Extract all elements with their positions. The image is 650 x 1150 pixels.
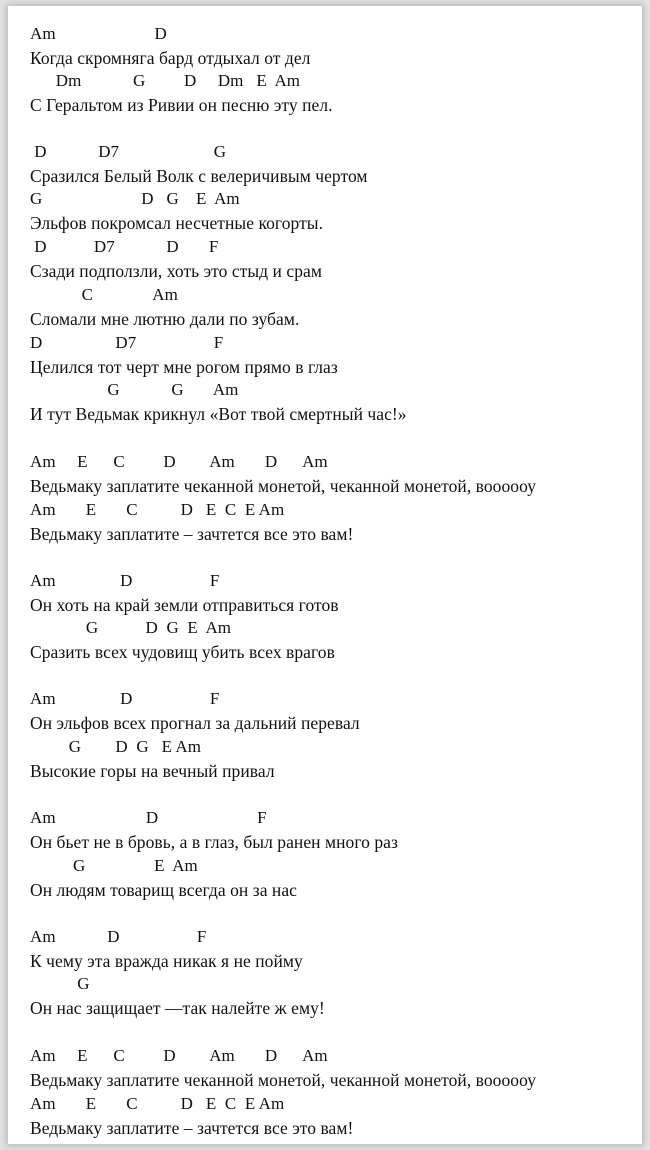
- lyric-line: Он людям товарищ всегда он за нас: [30, 880, 297, 900]
- chord-line: Am E C D Am D Am: [30, 1046, 328, 1065]
- lyric-line: Он хоть на край земли отправиться готов: [30, 595, 339, 615]
- chord-line: G: [30, 974, 90, 993]
- lyric-line: Ведьмаку заплатите чеканной монетой, чеканной монетой, воооооу: [30, 1070, 537, 1090]
- chord-line: G G Am: [30, 380, 239, 399]
- chord-line: Am E C D E C E Am: [30, 1094, 285, 1113]
- lyric-line: Ведьмаку заплатите – зачтется все это вам!: [30, 524, 354, 544]
- lyric-line: Ведьмаку заплатите чеканной монетой, чеканной монетой, воооооу: [30, 476, 537, 496]
- chord-line: Am D F: [30, 689, 220, 708]
- lyrics-sheet: [8, 6, 642, 1144]
- chord-line: D D7 D F: [30, 237, 219, 256]
- lyric-line: С Геральтом из Ривии он песню эту пел.: [30, 95, 333, 115]
- lyric-line: Сломали мне лютню дали по зубам.: [30, 309, 300, 329]
- lyric-line: Целился тот черт мне рогом прямо в глаз: [30, 357, 338, 377]
- lyric-line: Он эльфов всех прогнал за дальний перевал: [30, 713, 360, 733]
- lyric-line: Когда скромняга бард отдыхал от дел: [30, 48, 311, 68]
- lyric-line: Сразить всех чудовищ убить всех врагов: [30, 642, 335, 662]
- lyric-line: Высокие горы на вечный привал: [30, 761, 275, 781]
- chord-line: Am D: [30, 24, 167, 43]
- lyric-line: Сразился Белый Волк с велеричивым чертом: [30, 166, 368, 186]
- chord-line: Am E C D Am D Am: [30, 452, 328, 471]
- chord-line: C Am: [30, 285, 178, 304]
- lyric-line: К чему эта вражда никак я не пойму: [30, 951, 303, 971]
- lyric-line: Эльфов покромсал несчетные когорты.: [30, 213, 324, 233]
- chord-line: Am E C D E C E Am: [30, 500, 285, 519]
- chord-line: Am D F: [30, 927, 207, 946]
- lyric-line: Ведьмаку заплатите – зачтется все это вам!: [30, 1118, 354, 1138]
- chord-line: Am D F: [30, 571, 220, 590]
- chord-line: Am D F: [30, 808, 267, 827]
- lyric-line: Он бьет не в бровь, а в глаз, был ранен много раз: [30, 832, 398, 852]
- chord-line: D D7 F: [30, 333, 224, 352]
- lyric-line: Он нас защищает —так налейте ж ему!: [30, 998, 325, 1018]
- chord-line: G D G E Am: [30, 618, 232, 637]
- chord-line: G E Am: [30, 856, 198, 875]
- lyric-line: И тут Ведьмак крикнул «Вот твой смертный час!»: [30, 404, 407, 424]
- chord-line: G D G E Am: [30, 189, 240, 208]
- chord-line: D D7 G: [30, 142, 227, 161]
- chord-line: Dm G D Dm E Am: [30, 71, 301, 90]
- chord-line: G D G E Am: [30, 737, 201, 756]
- lyric-line: Сзади подползли, хоть это стыд и срам: [30, 261, 322, 281]
